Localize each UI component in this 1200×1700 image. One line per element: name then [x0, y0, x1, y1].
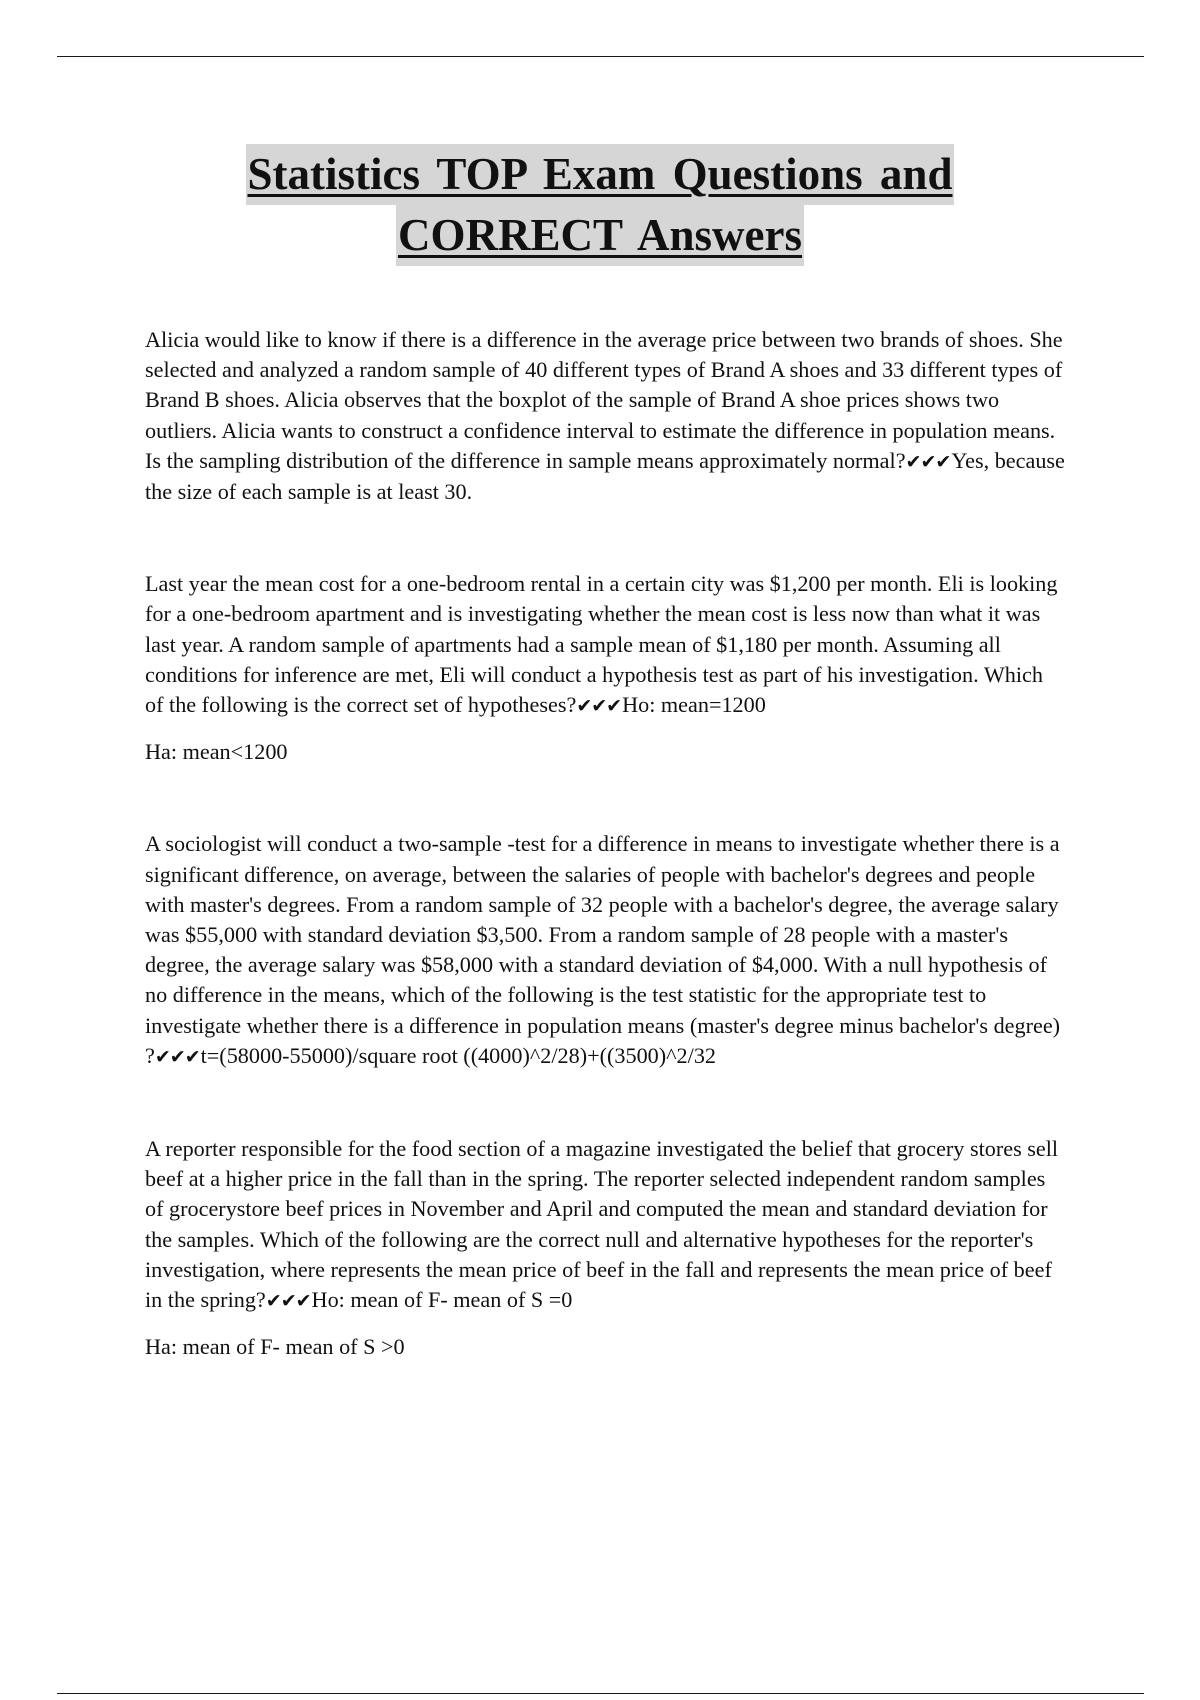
qa-item	[145, 325, 1065, 507]
qa-paragraph	[145, 1134, 1065, 1316]
page-title	[0, 144, 1200, 266]
question-text: A reporter responsible for the food section of a magazine investigated the belief that grocery stores sell beef at a higher price in the fall than in the spring. The reporter selected independent random samples of grocerystore beef prices in November and April and computed the mean and standard deviation for the samples. Which of the following are the correct null and alternative hypotheses for the reporter's investigation, where represents the mean price of beef in the fall and represents the mean price of beef in the spring?	[145, 1136, 1059, 1313]
footer-rule	[57, 1693, 1144, 1694]
qa-paragraph	[145, 829, 1065, 1072]
title-line-2: CORRECT Answers	[396, 205, 804, 266]
qa-item	[145, 829, 1065, 1072]
qa-list	[145, 325, 1065, 1362]
qa-paragraph	[145, 325, 1065, 507]
answer-text: Ho: mean of F- mean of S =0	[311, 1287, 573, 1313]
qa-item	[145, 569, 1065, 767]
check-mark-icon: ✔✔✔	[265, 1290, 311, 1313]
answer-continuation: Ha: mean<1200	[145, 739, 288, 765]
check-mark-icon: ✔✔✔	[576, 695, 622, 718]
header-rule	[57, 56, 1144, 57]
question-text: A sociologist will conduct a two-sample -test for a difference in means to investigate whether there is a significant difference, on average, between the salaries of people with bachelor's degrees and people with master's degrees. From a random sample of 32 people with a bachelor's degree, the average salary was $55,000 with standard deviation $3,500. From a random sample of 28 people with a master's degree, the average salary was $58,000 with a standard deviation of $4,000. With a null hypothesis of no difference in the means, which of the following is the test statistic for the appropriate test to investigate whether there is a difference in population means (master's degree minus bachelor's degree) ?	[145, 831, 1061, 1068]
qa-item	[145, 1134, 1065, 1362]
answer-text: t=(58000-55000)/square root ((4000)^2/28)+((3500)^2/32	[200, 1042, 717, 1068]
title-line-1: Statistics TOP Exam Questions and	[246, 144, 955, 205]
check-mark-icon: ✔✔✔	[154, 1045, 200, 1068]
answer-continuation: Ha: mean of F- mean of S >0	[145, 1334, 405, 1360]
qa-paragraph	[145, 569, 1065, 721]
answer-text: Ho: mean=1200	[622, 692, 766, 718]
answer-text: Yes, because the size of each sample is at least 30.	[145, 447, 1065, 505]
check-mark-icon: ✔✔✔	[905, 450, 951, 473]
question-text: Last year the mean cost for a one-bedroom rental in a certain city was $1,200 per month. Eli is looking for a one-bedroom apartment and is investigating whether the mean cost is less now than what it was last year. A random sample of apartments had a sample mean of $1,180 per month. Assuming all conditions for inference are met, Eli will conduct a hypothesis test as part of his investigation. Which of the following is the correct set of hypotheses?	[145, 571, 1058, 718]
question-text: Alicia would like to know if there is a difference in the average price between two brands of shoes. She selected and analyzed a random sample of 40 different types of Brand A shoes and 33 different types of Brand B shoes. Alicia observes that the boxplot of the sample of Brand A shoe prices shows two outliers. Alicia wants to construct a confidence interval to estimate the difference in population means. Is the sampling distribution of the difference in sample means approximately normal?	[145, 327, 1063, 473]
